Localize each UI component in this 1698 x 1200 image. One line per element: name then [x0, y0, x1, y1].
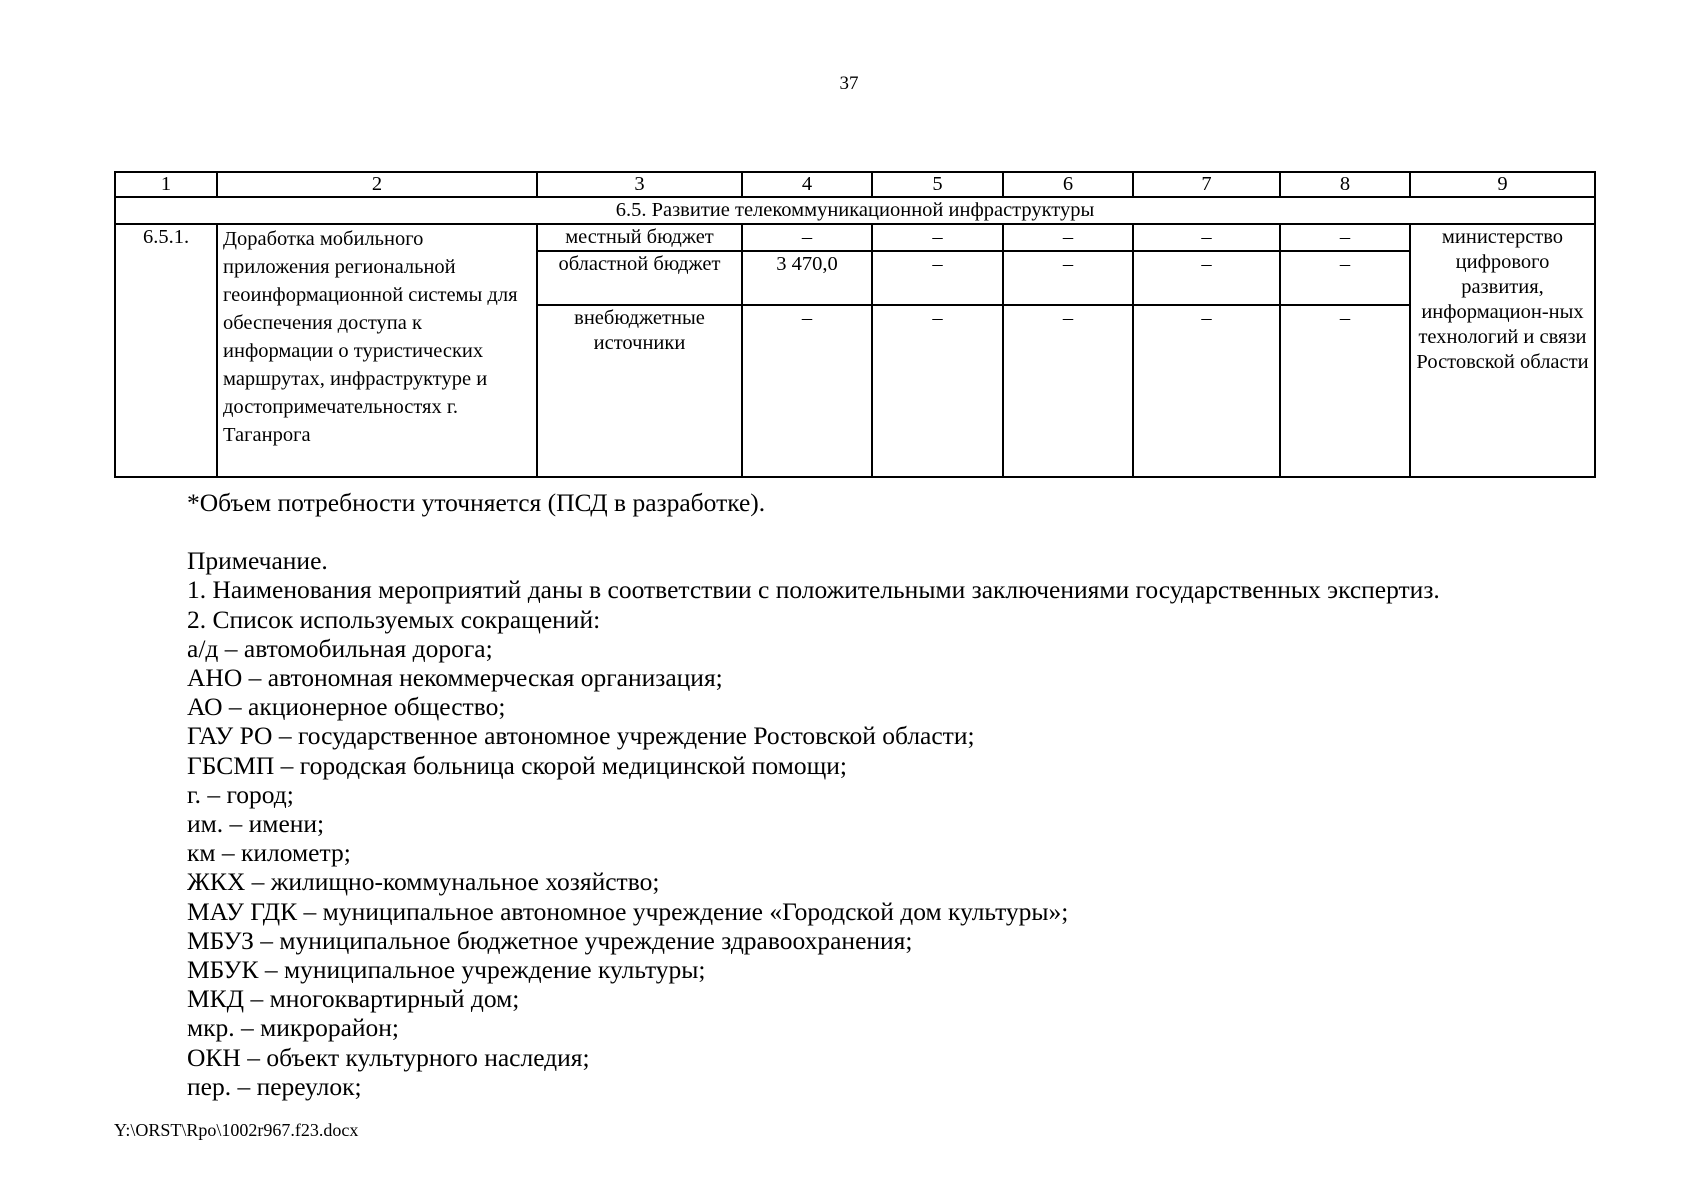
row-number: 6.5.1.: [115, 224, 217, 477]
funding-value: –: [872, 251, 1003, 305]
abbreviation-item: а/д – автомобильная дорога;: [187, 633, 493, 663]
notes-heading: Примечание.: [187, 546, 328, 576]
responsible-executor: министерство цифрового развития, информацион-ных технологий и связи Ростовской области: [1410, 224, 1595, 477]
column-number-row: [115, 172, 1595, 197]
abbreviation-item: АО – акционерное общество;: [187, 692, 506, 722]
funding-value: –: [742, 305, 872, 477]
funding-value: –: [1003, 224, 1133, 251]
funding-value: –: [1133, 251, 1280, 305]
abbreviation-item: км – километр;: [187, 838, 351, 868]
funding-value: –: [1003, 251, 1133, 305]
notes-block: [187, 488, 1627, 1101]
funding-value: –: [1280, 251, 1410, 305]
abbreviation-item: АНО – автономная некоммерческая организация;: [187, 663, 723, 693]
abbreviation-item: МКД – многоквартирный дом;: [187, 984, 520, 1014]
funding-value: –: [742, 224, 872, 251]
funding-value: –: [1003, 305, 1133, 477]
abbreviation-item: МБУЗ – муниципальное бюджетное учреждение здравоохранения;: [187, 925, 913, 955]
funding-value: –: [1133, 305, 1280, 477]
abbreviation-item: ГБСМП – городская больница скорой медицинской помощи;: [187, 750, 847, 780]
column-number: 3: [537, 172, 742, 197]
file-path-footer: Y:\ORST\Rpo\1002r967.f23.docx: [114, 1120, 359, 1140]
section-row: [115, 197, 1595, 224]
measure-name: Доработка мобильного приложения региональной геоинформационной системы для обеспечения доступа к информации о туристических маршрутах, инфраструктуре и достопримечательностях г. Таганрога: [217, 224, 537, 477]
footnote: *Объем потребности уточняется (ПСД в разработке).: [187, 488, 766, 517]
note-item: 2. Список используемых сокращений:: [187, 604, 601, 634]
abbreviation-item: МБУК – муниципальное учреждение культуры;: [187, 955, 706, 985]
note-item: 1. Наименования мероприятий даны в соответствии с положительными заключениями государственных экспертиз.: [187, 575, 1440, 605]
column-number: 7: [1133, 172, 1280, 197]
abbreviation-item: ГАУ РО – государственное автономное учреждение Ростовской области;: [187, 721, 975, 751]
abbreviation-item: пер. – переулок;: [187, 1071, 362, 1101]
funding-value: –: [1133, 224, 1280, 251]
column-number: 2: [217, 172, 537, 197]
column-number: 9: [1410, 172, 1595, 197]
funding-value: 3 470,0: [742, 251, 872, 305]
funding-source: внебюджетные источники: [537, 305, 742, 477]
page-number: 37: [839, 73, 859, 94]
funding-value: –: [1280, 305, 1410, 477]
column-number: 5: [872, 172, 1003, 197]
abbreviation-item: мкр. – микрорайон;: [187, 1013, 400, 1043]
funding-source: областной бюджет: [537, 251, 742, 305]
program-table: [114, 171, 1596, 478]
section-title: 6.5. Развитие телекоммуникационной инфраструктуры: [115, 197, 1595, 224]
funding-value: –: [1280, 224, 1410, 251]
column-number: 1: [115, 172, 217, 197]
abbreviation-item: ЖКХ – жилищно-коммунальное хозяйство;: [187, 867, 660, 897]
funding-value: –: [872, 305, 1003, 477]
funding-source: местный бюджет: [537, 224, 742, 251]
table-row: [115, 224, 1595, 251]
abbreviation-item: г. – город;: [187, 779, 294, 809]
column-number: 8: [1280, 172, 1410, 197]
abbreviation-item: МАУ ГДК – муниципальное автономное учреждение «Городской дом культуры»;: [187, 896, 1069, 926]
spacer: [187, 517, 1627, 546]
column-number: 6: [1003, 172, 1133, 197]
column-number: 4: [742, 172, 872, 197]
abbreviation-item: им. – имени;: [187, 809, 325, 839]
abbreviation-item: ОКН – объект культурного наследия;: [187, 1042, 590, 1072]
funding-value: –: [872, 224, 1003, 251]
